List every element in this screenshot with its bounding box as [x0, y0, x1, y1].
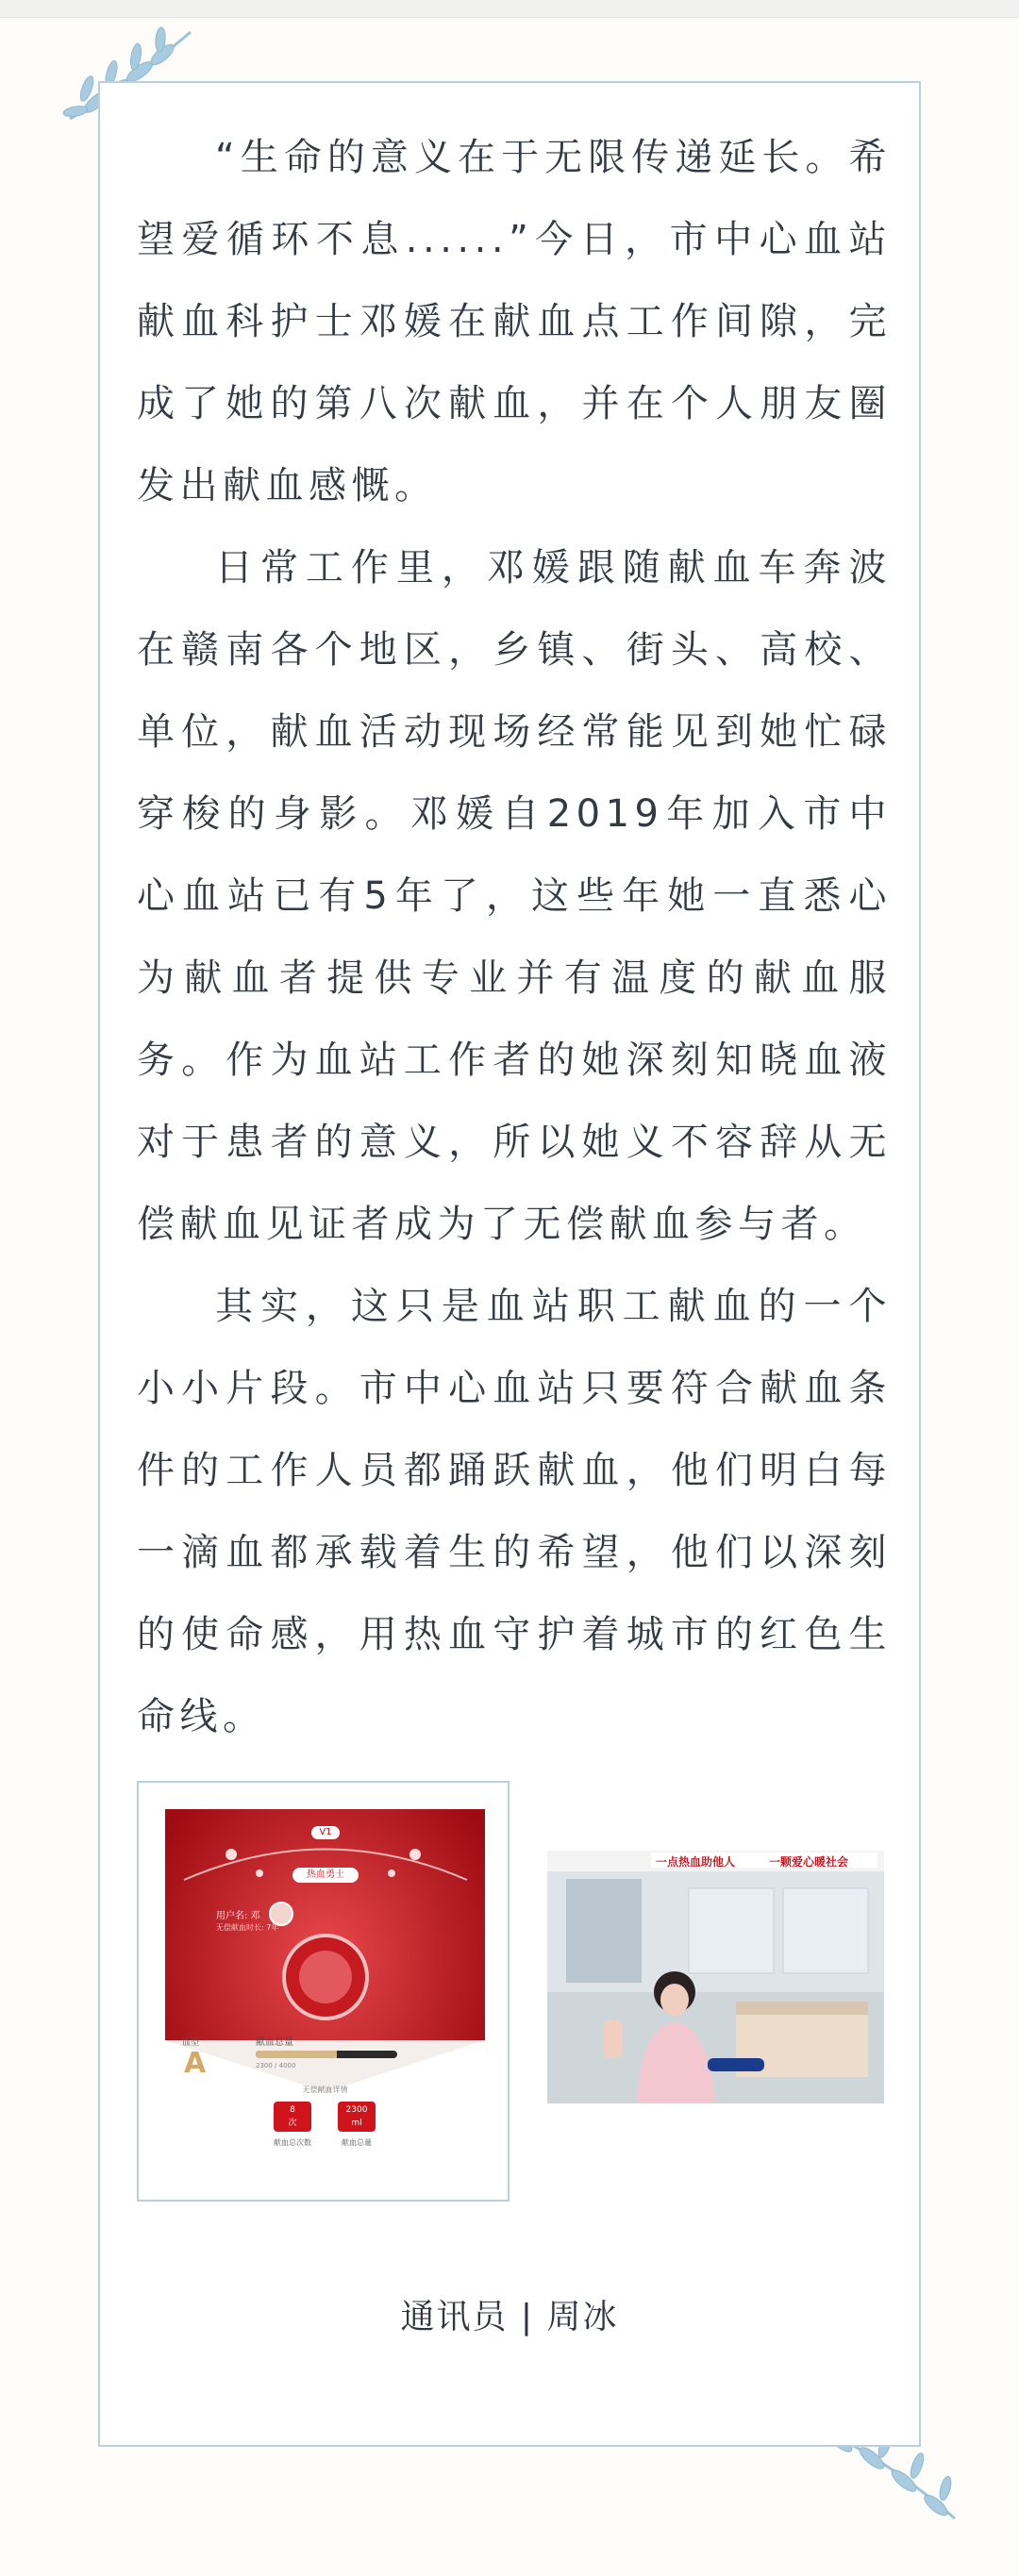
photo-scene: [547, 1851, 884, 2103]
volume-tile: [338, 2102, 376, 2132]
app-screenshot-card[interactable]: [137, 1781, 510, 2202]
paragraph: 其实，这只是血站职工献血的一个小小片段。市中心血站只要符合献血条件的工作人员都踊跃献血，他们明白每一滴血都承载着生的希望，他们以深刻的使命感，用热血守护着城市的红色生命线。: [137, 1285, 892, 1738]
level-badge: V1: [311, 1826, 340, 1839]
paragraph: 日常工作里，邓媛跟随献血车奔波在赣南各个地区，乡镇、街头、高校、单位，献血活动现场经常能见到她忙碌穿梭的身影。邓媛自2019年加入市中心血站已有5年了，这些年她一直悉心为献血者提供专业并有温度的献血服务。作为血站工作者的她深刻知晓血液对于患者的意义，所以她义不容辞从无偿献血见证者成为了无偿献血参与者。: [137, 546, 892, 1246]
top-strip: [0, 0, 1019, 18]
app-background-art: [165, 1809, 485, 2177]
title-badge: 热血勇士: [292, 1868, 359, 1883]
volume-unit: ml: [351, 2119, 362, 2128]
total-progress-text: 2300 / 4000: [256, 2062, 296, 2069]
total-label: 献血总量: [256, 2037, 293, 2048]
details-label: 无偿献血详情: [302, 2086, 348, 2094]
count-caption: 献血总次数: [274, 2138, 311, 2147]
volume-caption: 献血总量: [342, 2138, 372, 2147]
paragraph: “生命的意义在于无限传递延长。希望爱循环不息......”今日，市中心血站献血科护士邓媛在献血点工作间隙，完成了她的第八次献血，并在个人朋友圈发出献血感慨。: [137, 136, 892, 507]
donation-photo[interactable]: [547, 1851, 884, 2103]
blood-type-value: A: [184, 2047, 207, 2080]
total-progress-fill: [256, 2051, 337, 2058]
article-body: [137, 117, 892, 1758]
app-screenshot-image: [165, 1809, 485, 2177]
volume-value: 2300: [345, 2105, 368, 2115]
photo-banner-left: 一点热血助他人: [656, 1855, 736, 1869]
count-unit: 次: [288, 2119, 297, 2128]
total-progress-bar: [256, 2051, 397, 2058]
username: 用户名: 邓: [216, 1911, 260, 1921]
donation-duration: 无偿献血时长: 7年: [216, 1923, 279, 1932]
photo-banner-right: 一颗爱心暖社会: [769, 1855, 849, 1869]
count-tile: [274, 2102, 311, 2132]
count-value: 8: [290, 2105, 295, 2115]
author-credit: 通讯员 | 周冰: [400, 2298, 619, 2336]
blood-type-label: 血型: [182, 2038, 200, 2048]
